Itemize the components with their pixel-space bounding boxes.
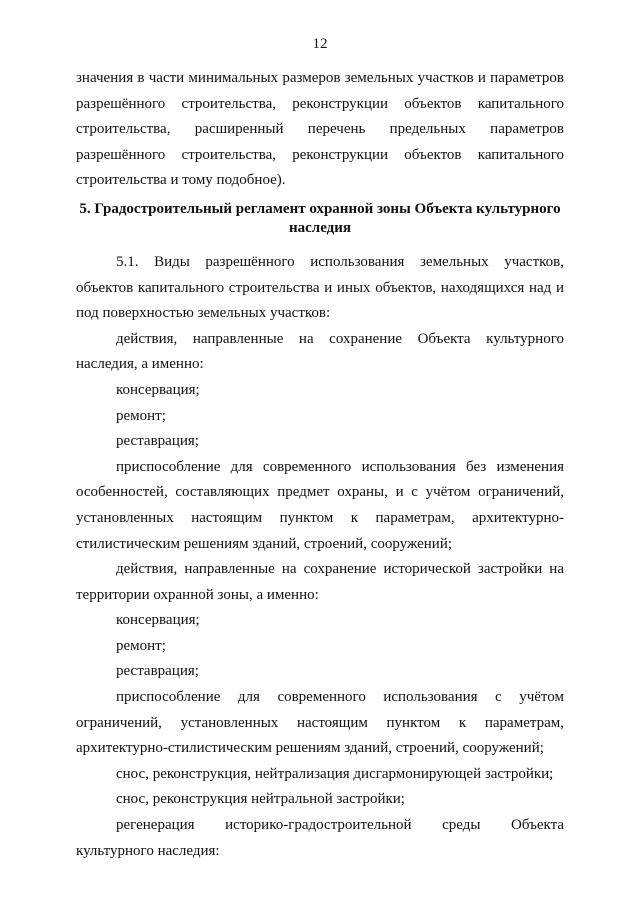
list-item-repair-2: ремонт; <box>116 637 166 654</box>
paragraph-actions-object: действия, направленные на сохранение Объекта культурного наследия, а именно: <box>76 330 564 373</box>
list-item-restoration: реставрация; <box>116 433 199 450</box>
page-number: 12 <box>312 36 328 52</box>
list-item-demolition-disharmonious: снос, реконструкция, нейтрализация дисгармонирующей застройки; <box>116 765 554 782</box>
section-heading-5: 5. Градостроительный регламент охранной зоны Объекта культурного наследия <box>79 200 561 236</box>
document-body <box>76 66 564 864</box>
list-item-regeneration: регенерация историко-градостроительной среды Объекта культурного наследия: <box>76 817 564 859</box>
paragraph-continuation: значения в части минимальных размеров земельных участков и параметров разрешённого строительства, реконструкции объектов капитального строительства, расширенный перечень предельных параметров разрешённого строительства, реконструкции объектов капитального строительства и тому подобное). <box>76 70 564 189</box>
list-item-conservation-2: консервация; <box>116 612 200 629</box>
list-item-conservation: консервация; <box>116 381 200 398</box>
list-item-restoration-2: реставрация; <box>116 663 199 680</box>
paragraph-5-1: 5.1. Виды разрешённого использования земельных участков, объектов капитального строительства и иных объектов, находящихся над и под поверхностью земельных участков: <box>76 253 564 322</box>
list-item-repair: ремонт; <box>116 407 166 424</box>
paragraph-actions-historic: действия, направленные на сохранение исторической застройки на территории охранной зоны, а именно: <box>76 561 564 603</box>
list-item-adaptation: приспособление для современного использования без изменения особенностей, составляющих предмет охраны, и с учётом ограничений, установленных настоящим пунктом к параметрам, архитектурно-стилистическим решениям зданий, строений, сооружений; <box>76 458 564 552</box>
list-item-adaptation-2: приспособление для современного использования с учётом ограничений, установленных настоящим пунктом к параметрам, архитектурно-стилистическим решениям зданий, строений, сооружений; <box>76 689 564 757</box>
list-item-demolition-neutral: снос, реконструкция нейтральной застройки; <box>116 791 405 808</box>
